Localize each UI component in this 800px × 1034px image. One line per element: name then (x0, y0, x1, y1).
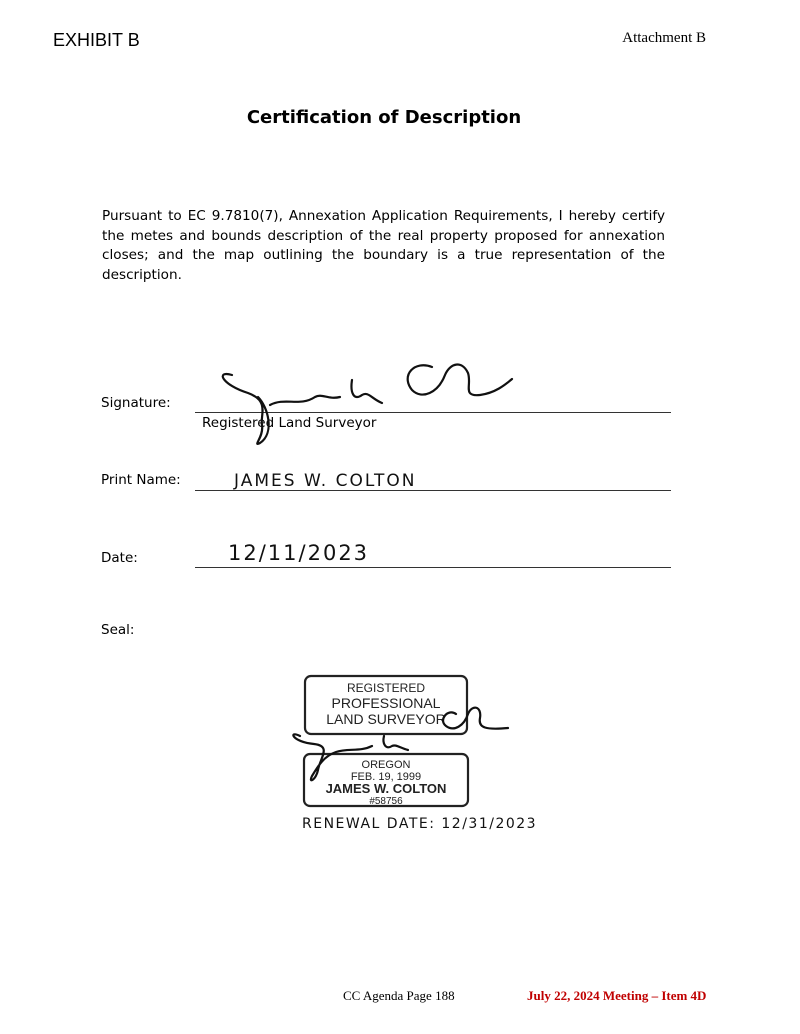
seal-line3: LAND SURVEYOR (326, 711, 446, 727)
print-name-handwriting (228, 466, 488, 494)
page-title: Certification of Description (246, 107, 522, 128)
certification-paragraph: Pursuant to EC 9.7810(7), Annexation Application Requirements, I hereby certify the metes and bounds description of the real property proposed for annexation closes; and the map outlining the boundary is a true representation of the description. (102, 208, 665, 283)
attachment-label: Attachment B (622, 30, 706, 46)
seal-label: Seal: (101, 622, 135, 638)
print-name-label: Print Name: (101, 472, 181, 488)
seal-state: OREGON (361, 759, 411, 771)
seal-date: FEB. 19, 1999 (350, 771, 422, 783)
signature-label: Signature: (101, 395, 171, 411)
signature-sublabel: Registered Land Surveyor (202, 415, 377, 431)
footer-meeting: July 22, 2024 Meeting – Item 4D (527, 988, 707, 1003)
surveyor-seal (280, 670, 610, 840)
seal-name: JAMES W. COLTON (325, 781, 447, 796)
seal-line1: REGISTERED (346, 681, 426, 695)
seal-renewal-date: RENEWAL DATE: 12/31/2023 (302, 816, 538, 832)
footer-page: CC Agenda Page 188 (343, 988, 455, 1003)
handwritten-signature (200, 345, 530, 450)
date-value: 12/11/2023 (228, 541, 370, 565)
seal-line2: PROFESSIONAL (331, 695, 441, 711)
date-handwriting (224, 534, 424, 574)
exhibit-label: EXHIBIT B (53, 30, 140, 50)
seal-number: #58756 (369, 796, 403, 807)
print-name-value: JAMES W. COLTON (234, 471, 417, 491)
date-label: Date: (101, 550, 138, 566)
